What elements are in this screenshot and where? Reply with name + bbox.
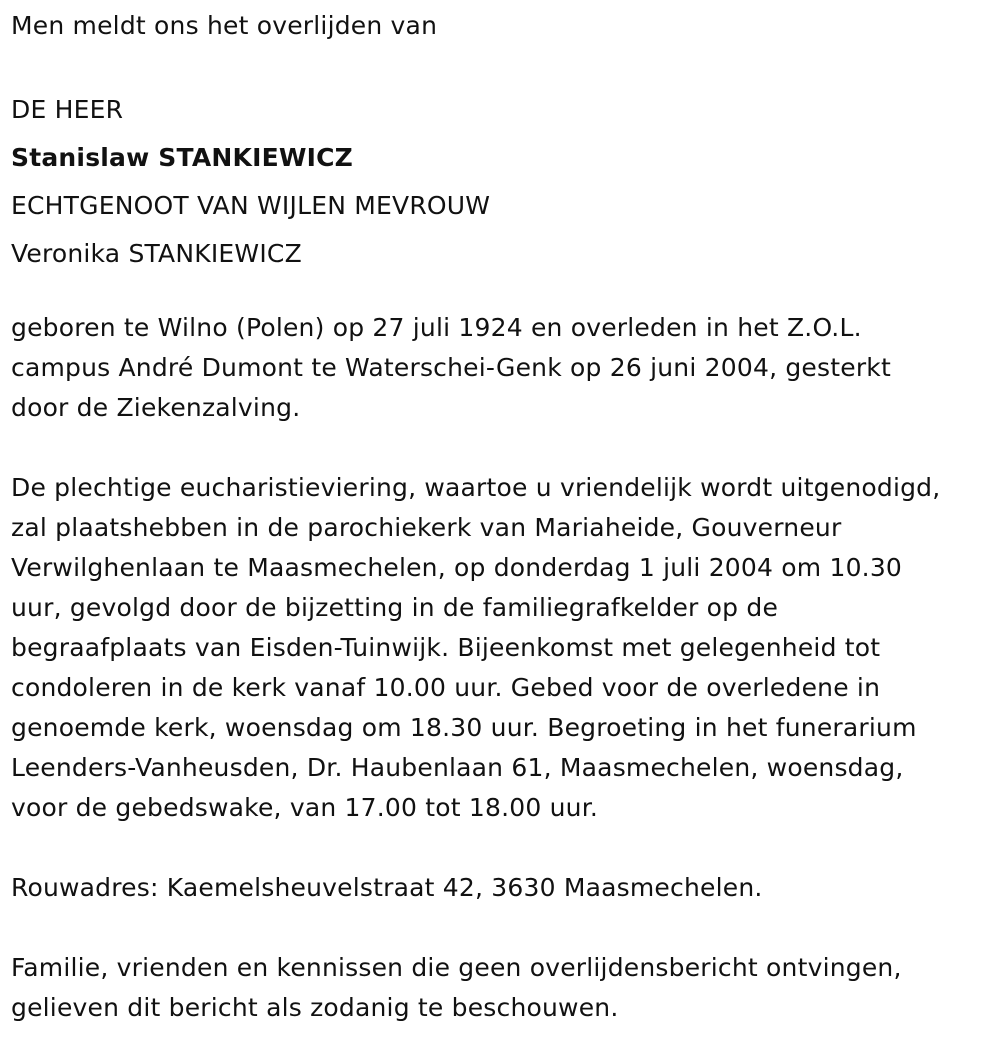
ceremony-paragraph [11, 468, 996, 828]
paragraph-line: condoleren in de kerk vanaf 10.00 uur. Gebed voor de overledene in [11, 673, 881, 702]
paragraph-line: De plechtige eucharistieviering, waartoe u vriendelijk wordt uitgenodigd, [11, 473, 941, 502]
paragraph-line: Verwilghenlaan te Maasmechelen, op donderdag 1 juli 2004 om 10.30 [11, 553, 903, 582]
deceased-relation: ECHTGENOOT VAN WIJLEN MEVROUW [11, 191, 491, 220]
paragraph-line: campus André Dumont te Waterschei-Genk op 26 juni 2004, gesterkt [11, 353, 891, 382]
paragraph-line: genoemde kerk, woensdag om 18.30 uur. Begroeting in het funerarium [11, 713, 917, 742]
intro-line: Men meldt ons het overlijden van [11, 11, 438, 40]
deceased-name: Stanislaw STANKIEWICZ [11, 143, 354, 172]
paragraph-line: zal plaatshebben in de parochiekerk van Mariaheide, Gouverneur [11, 513, 842, 542]
birth-death-paragraph [11, 308, 996, 428]
deceased-title: DE HEER [11, 95, 124, 124]
spouse-name: Veronika STANKIEWICZ [11, 239, 302, 268]
closing-paragraph [11, 948, 996, 1028]
paragraph-line: voor de gebedswake, van 17.00 tot 18.00 uur. [11, 793, 599, 822]
deceased-header [11, 86, 996, 278]
paragraph-line: geboren te Wilno (Polen) op 27 juli 1924 en overleden in het Z.O.L. [11, 313, 862, 342]
paragraph-line: Leenders-Vanheusden, Dr. Haubenlaan 61, Maasmechelen, woensdag, [11, 753, 904, 782]
mourning-address: Rouwadres: Kaemelsheuvelstraat 42, 3630 Maasmechelen. [11, 873, 763, 902]
paragraph-line: Familie, vrienden en kennissen die geen overlijdensbericht ontvingen, [11, 953, 902, 982]
paragraph-line: uur, gevolgd door de bijzetting in de familiegrafkelder op de [11, 593, 779, 622]
paragraph-line: door de Ziekenzalving. [11, 393, 301, 422]
paragraph-line: gelieven dit bericht als zodanig te beschouwen. [11, 993, 619, 1022]
address-paragraph [11, 868, 996, 908]
death-notice [11, 6, 996, 1028]
paragraph-line: begraafplaats van Eisden-Tuinwijk. Bijeenkomst met gelegenheid tot [11, 633, 881, 662]
